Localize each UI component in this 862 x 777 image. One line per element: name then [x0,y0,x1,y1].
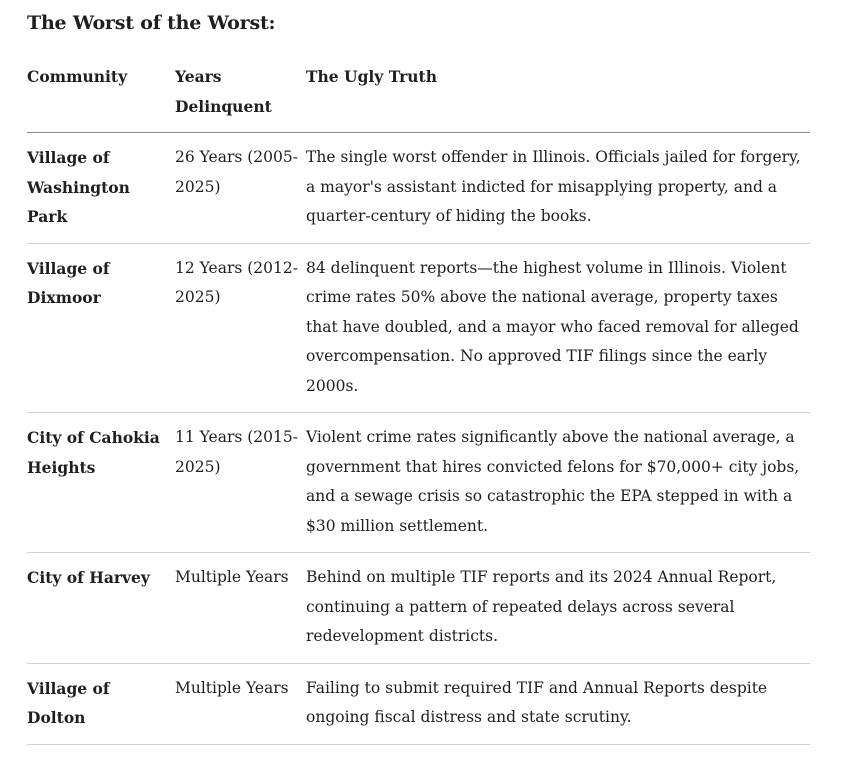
header-years-delinquent: Years Delinquent [175,62,306,133]
truth-cell: Failing to submit required TIF and Annual Reports despite ongoing fiscal distress and state scrutiny. [306,663,810,744]
truth-cell: 84 delinquent reports—the highest volume in Illinois. Violent crime rates 50% above the national average, property taxes that have doubled, and a mayor who faced removal for alleged overcompensation. No approved TIF filings since the early 2000s. [306,243,810,413]
header-row [27,62,810,133]
header-ugly-truth: The Ugly Truth [306,62,810,133]
years-cell: Multiple Years [175,553,306,664]
table-row [27,243,810,413]
community-cell: Village of Dixmoor [27,243,175,413]
years-cell: 26 Years (2005-2025) [175,133,306,244]
years-cell: 11 Years (2015-2025) [175,413,306,553]
community-cell: City of Cahokia Heights [27,413,175,553]
table-row [27,553,810,664]
table-row [27,133,810,244]
table-header [27,62,810,133]
community-cell: Village of Dolton [27,663,175,744]
years-cell: 12 Years (2012-2025) [175,243,306,413]
community-cell: Village of Washington Park [27,133,175,244]
years-cell: Multiple Years [175,663,306,744]
truth-cell: The single worst offender in Illinois. Officials jailed for forgery, a mayor's assistant indicted for misapplying property, and a quarter-century of hiding the books. [306,133,810,244]
table-body [27,133,810,745]
truth-cell: Behind on multiple TIF reports and its 2024 Annual Report, continuing a pattern of repeated delays across several redevelopment districts. [306,553,810,664]
delinquency-table [27,62,810,745]
header-community: Community [27,62,175,133]
section-title: The Worst of the Worst: [27,12,276,34]
table-row [27,663,810,744]
community-cell: City of Harvey [27,553,175,664]
table-row [27,413,810,553]
truth-cell: Violent crime rates significantly above the national average, a government that hires convicted felons for $70,000+ city jobs, and a sewage crisis so catastrophic the EPA stepped in with a $30 million settlement. [306,413,810,553]
